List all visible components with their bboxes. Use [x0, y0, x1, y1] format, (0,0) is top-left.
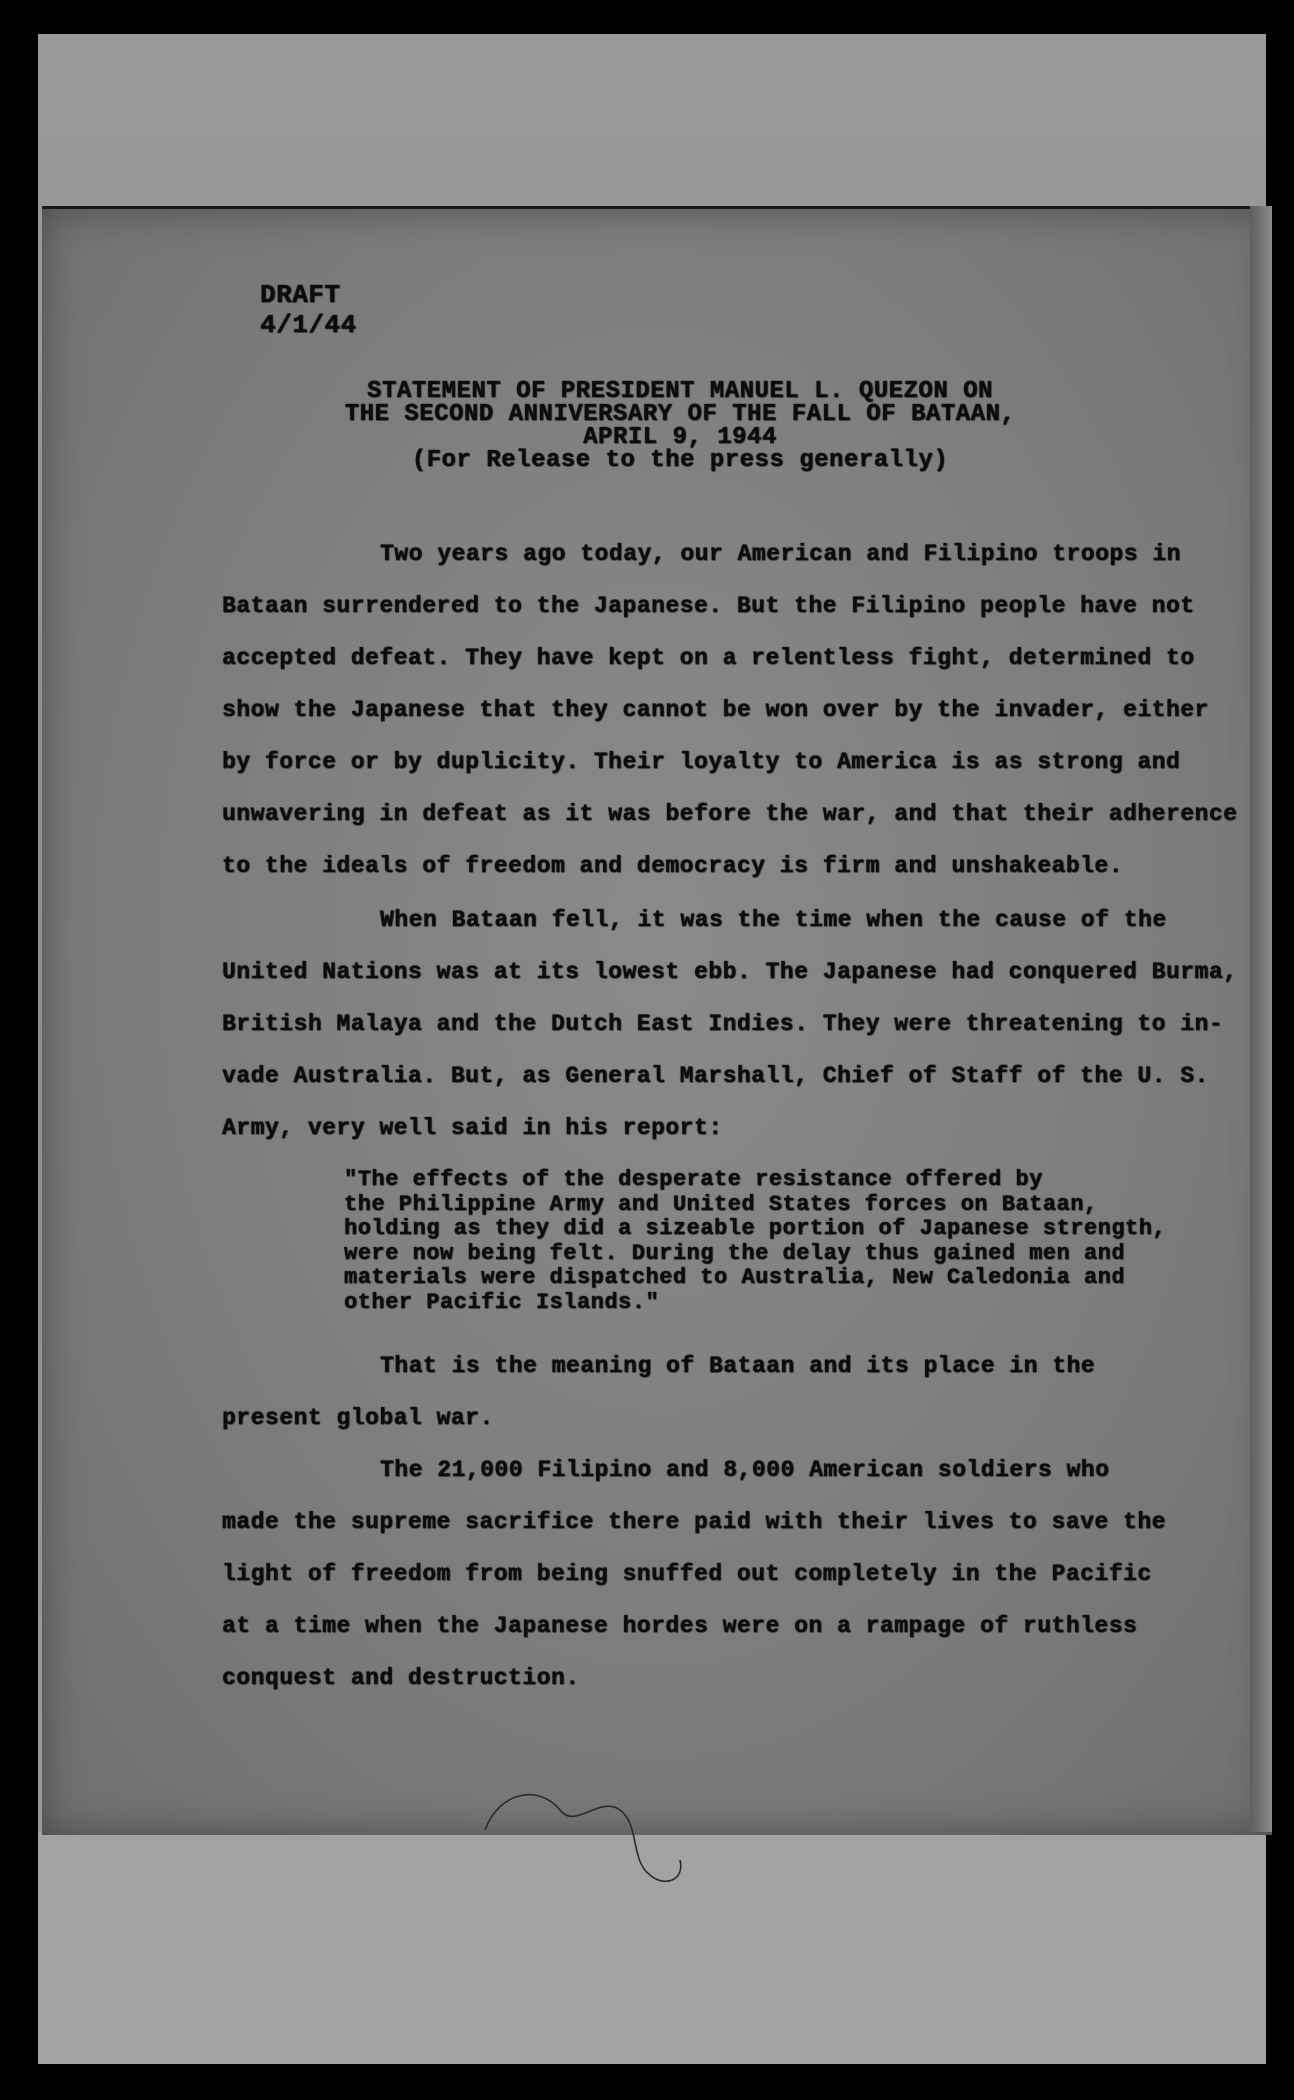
text-line: British Malaya and the Dutch East Indies. They were threatening to in-	[222, 1011, 1224, 1037]
paragraph-3	[222, 1340, 1152, 1444]
text-line: United Nations was at its lowest ebb. The Japanese had conquered Burma,	[222, 959, 1238, 985]
text-line: The 21,000 Filipino and 8,000 American soldiers who	[380, 1457, 1110, 1483]
text-line: conquest and destruction.	[222, 1665, 580, 1691]
text-line: Bataan surrendered to the Japanese. But the Filipino people have not	[222, 593, 1195, 619]
text-line: made the supreme sacrifice there paid with their lives to save the	[222, 1509, 1166, 1535]
text-line: light of freedom from being snuffed out completely in the Pacific	[222, 1561, 1152, 1587]
paragraph-4	[222, 1444, 1166, 1704]
quote-line: holding as they did a sizeable portion of Japanese strength,	[344, 1216, 1167, 1241]
page-edge	[1250, 206, 1272, 1832]
text-line: Two years ago today, our American and Filipino troops in	[380, 541, 1181, 567]
quote-line: the Philippine Army and United States forces on Bataan,	[344, 1191, 1098, 1217]
heading-line: THE SECOND ANNIVERSARY OF THE FALL OF BATAAN,	[344, 401, 1016, 428]
heading-line: STATEMENT OF PRESIDENT MANUEL L. QUEZON ON	[367, 378, 993, 405]
marshall-quote	[344, 1167, 1167, 1315]
text-line: accepted defeat. They have kept on a relentless fight, determined to	[222, 645, 1195, 671]
heading-line: APRIL 9, 1944	[583, 424, 777, 451]
quote-line: materials were dispatched to Australia, New Caledonia and	[344, 1265, 1126, 1290]
text-line: Army, very well said in his report:	[222, 1115, 723, 1141]
quote-line: were now being felt. During the delay thus gained men and	[344, 1240, 1126, 1266]
film-scratch	[480, 1780, 700, 1900]
text-line: by force or by duplicity. Their loyalty to America is as strong and	[222, 749, 1181, 775]
text-line: show the Japanese that they cannot be won over by the invader, either	[222, 697, 1209, 723]
document-heading	[300, 380, 1060, 472]
draft-stamp	[260, 280, 357, 340]
text-line: present global war.	[222, 1405, 494, 1431]
text-line: at a time when the Japanese hordes were on a rampage of ruthless	[222, 1613, 1138, 1639]
text-line: to the ideals of freedom and democracy is firm and unshakeable.	[222, 853, 1124, 879]
heading-line: (For Release to the press generally)	[411, 447, 949, 474]
text-line: When Bataan fell, it was the time when the cause of the	[380, 907, 1167, 933]
draft-date: 4/1/44	[260, 310, 357, 340]
draft-label: DRAFT	[260, 280, 341, 310]
text-line: unwavering in defeat as it was before the war, and that their adherence	[222, 801, 1238, 827]
quote-line: other Pacific Islands."	[344, 1289, 660, 1315]
paragraph-2	[222, 894, 1238, 1154]
text-line: That is the meaning of Bataan and its place in the	[380, 1353, 1096, 1379]
quote-line: "The effects of the desperate resistance offered by	[344, 1167, 1043, 1192]
text-line: vade Australia. But, as General Marshall, Chief of Staff of the U. S.	[222, 1063, 1209, 1089]
paragraph-1	[222, 528, 1238, 892]
